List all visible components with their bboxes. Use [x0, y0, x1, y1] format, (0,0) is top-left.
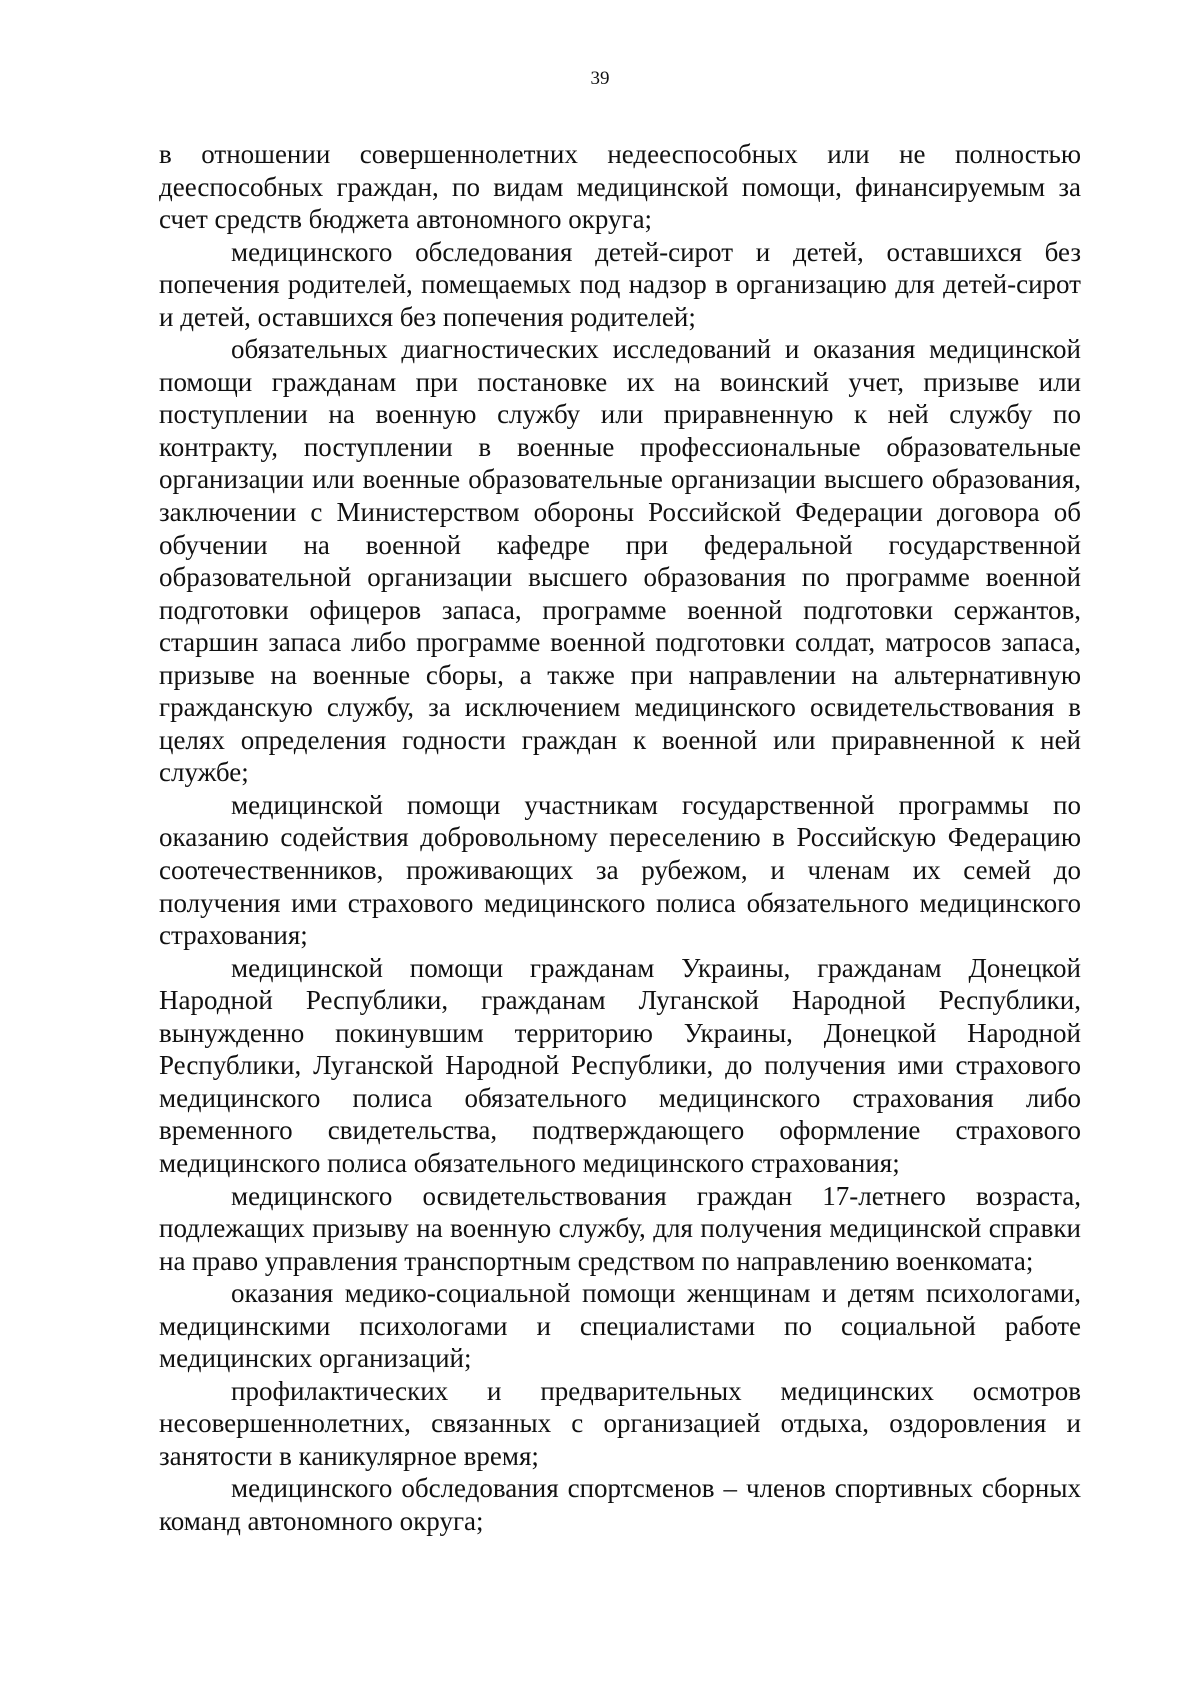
paragraph-8: профилактических и предварительных медицинских осмотров несовершеннолетних, связанных с организацией отдыха, оздоровления и занятости в каникулярное время;: [159, 1375, 1081, 1471]
paragraph-2: медицинского обследования детей-сирот и детей, оставшихся без попечения родителей, помещаемых под надзор в организацию для детей-сирот и детей, оставшихся без попечения родителей;: [159, 236, 1081, 332]
paragraph-9: медицинского обследования спортсменов – членов спортивных сборных команд автономного округа;: [159, 1473, 1081, 1536]
paragraph-1: в отношении совершеннолетних недееспособных или не полностью дееспособных граждан, по видам медицинской помощи, финансируемым за счет средств бюджета автономного округа;: [159, 139, 1081, 235]
paragraph-3: обязательных диагностических исследований и оказания медицинской помощи гражданам при постановке их на воинский учет, призыве или поступлении на военную службу или приравненную к ней службу по контракту, поступлении в военные профессиональные образовательные организации или военные образовательные организации высшего образования, заключении с Министерством обороны Российской Федерации договора об обучении на военной кафедре при федеральной государственной образовательной организации высшего образования по программе военной подготовки офицеров запаса, программе военной подготовки сержантов, старшин запаса либо программе военной подготовки солдат, матросов запаса, призыве на военные сборы, а также при направлении на альтернативную гражданскую службу, за исключением медицинского освидетельствования в целях определения годности граждан к военной или приравненной к ней службе;: [159, 334, 1081, 788]
page-number: 39: [590, 68, 610, 89]
paragraph-5: медицинской помощи гражданам Украины, гражданам Донецкой Народной Республики, гражданам Луганской Народной Республики, вынужденно покинувшим территорию Украины, Донецкой Народной Республики, Луганской Народной Республики, до получения ими страхового медицинского полиса обязательного медицинского страхования либо временного свидетельства, подтверждающего оформление страхового медицинского полиса обязательного медицинского страхования;: [159, 952, 1081, 1178]
paragraph-6: медицинского освидетельствования граждан 17-летнего возраста, подлежащих призыву на военную службу, для получения медицинской справки на право управления транспортным средством по направлению военкомата;: [159, 1180, 1081, 1276]
paragraph-4: медицинской помощи участникам государственной программы по оказанию содействия добровольному переселению в Российскую Федерацию соотечественников, проживающих за рубежом, и членам их семей до получения ими страхового медицинского полиса обязательного медицинского страхования;: [159, 789, 1081, 951]
document-body: [159, 138, 1081, 1538]
paragraph-7: оказания медико-социальной помощи женщинам и детям психологами, медицинскими психологами и специалистами по социальной работе медицинских организаций;: [159, 1278, 1081, 1374]
